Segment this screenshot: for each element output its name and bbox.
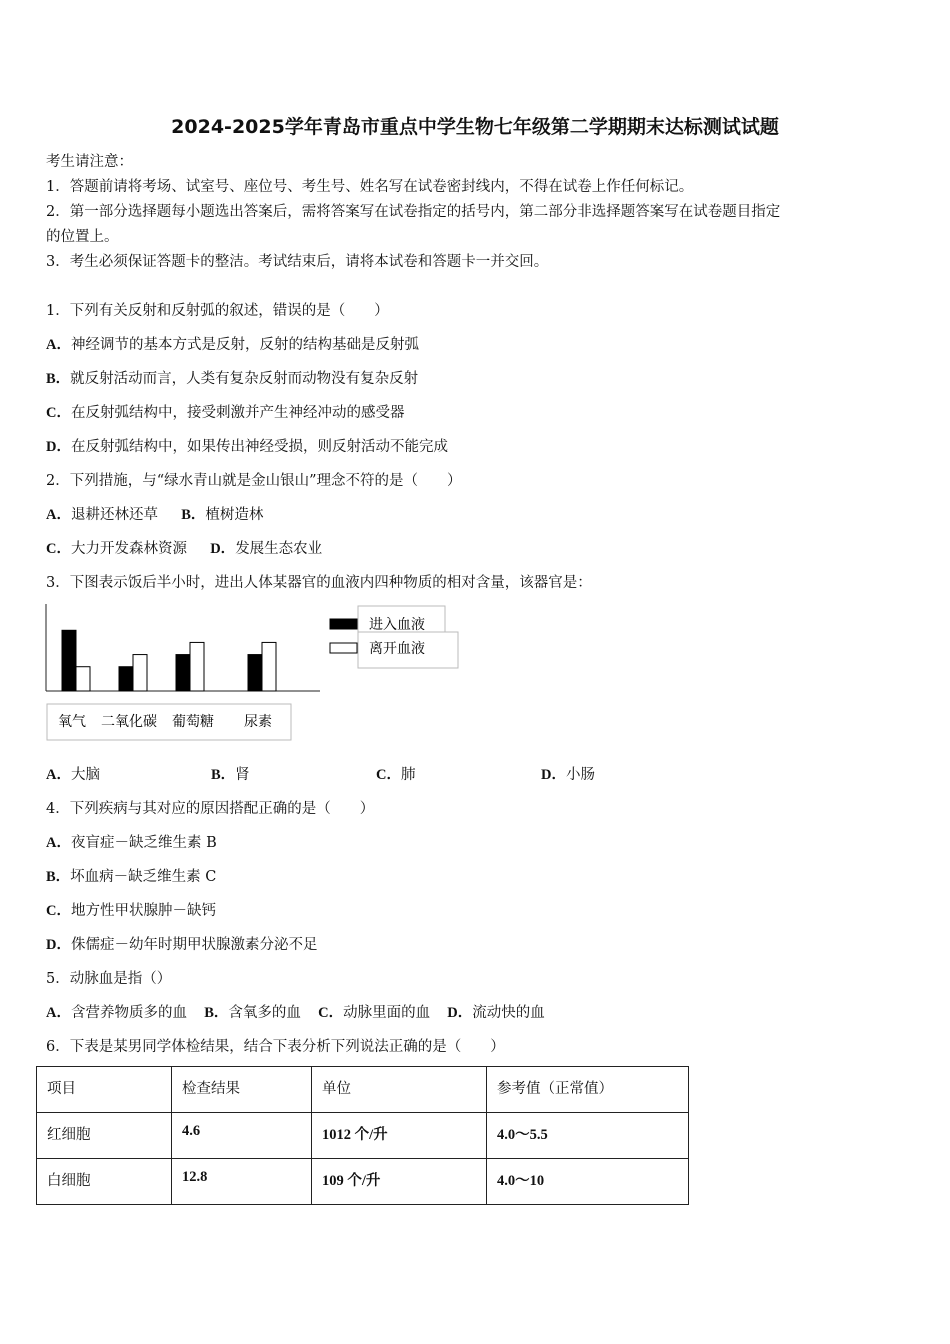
option-text: 在反射弧结构中，如果传出神经受损，则反射活动不能完成 [70, 439, 448, 455]
option-text: 流动快的血 [472, 1005, 545, 1021]
table-cell: 109 个/升 [312, 1159, 487, 1205]
notice-item-2: 2．第一部分选择题每小题选出答案后，需将答案写在试卷指定的括号内，第二部分非选择题答案写在试卷题目指定 [46, 204, 781, 220]
q5-option-d[interactable] [447, 1005, 544, 1021]
notice-item-1: 1．答题前请将考场、试室号、座位号、考生号、姓名写在试卷密封线内，不得在试卷上作任何标记。 [46, 179, 694, 195]
table-cell: 红细胞 [37, 1113, 172, 1159]
option-label: C． [46, 405, 71, 421]
option-label: B． [181, 507, 206, 523]
option-label: B． [211, 767, 236, 783]
q2-options-row-2 [46, 539, 322, 559]
option-label: D． [541, 767, 566, 783]
option-text: 肺 [400, 767, 416, 783]
q1-option-d[interactable] [46, 437, 448, 457]
table-header-cell: 参考值（正常值） [487, 1067, 689, 1113]
legend-label-in: 进入血液 [369, 617, 425, 633]
option-text: 就反射活动而言，人类有复杂反射而动物没有复杂反射 [70, 371, 419, 387]
table-header-cell: 单位 [312, 1067, 487, 1113]
q5-options-row [46, 1003, 545, 1023]
bar-out-3 [262, 642, 276, 691]
table-row [37, 1113, 689, 1159]
q2-options-row-1 [46, 505, 263, 525]
option-text: 坏血病－缺乏维生素 C [70, 869, 217, 885]
option-text: 在反射弧结构中，接受刺激并产生神经冲动的感受器 [70, 405, 405, 421]
option-text: 发展生态农业 [235, 541, 323, 557]
bar-out-1 [133, 655, 147, 691]
q1-stem: 1．下列有关反射和反射弧的叙述，错误的是（ ） [46, 303, 389, 319]
q4-option-a[interactable] [46, 833, 217, 853]
table-cell: 4.6 [172, 1113, 312, 1159]
option-text: 含营养物质多的血 [70, 1005, 187, 1021]
category-label: 二氧化碳 [101, 714, 157, 730]
q3-bar-chart [40, 600, 480, 750]
option-label: C． [46, 903, 71, 919]
q4-option-b[interactable] [46, 867, 216, 887]
option-text: 大脑 [70, 767, 100, 783]
legend-label-out: 离开血液 [369, 641, 425, 657]
option-label: A． [46, 337, 71, 353]
q3-option-b[interactable] [211, 765, 376, 785]
q1-option-a[interactable] [46, 335, 419, 355]
q2-option-b[interactable] [181, 507, 263, 523]
legend-swatch-in [330, 619, 357, 629]
option-label: C． [376, 767, 401, 783]
page-title: 2024-2025学年青岛市重点中学生物七年级第二学期期末达标测试试题 [171, 116, 779, 138]
category-label: 尿素 [244, 714, 272, 730]
option-label: A． [46, 835, 71, 851]
q2-option-d[interactable] [210, 541, 322, 557]
option-label: D． [46, 439, 71, 455]
option-text: 地方性甲状腺肿－缺钙 [70, 903, 216, 919]
q3-option-a[interactable] [46, 765, 211, 785]
option-label: D． [447, 1005, 473, 1021]
q2-option-c[interactable] [46, 541, 187, 557]
q5-option-c[interactable] [318, 1005, 430, 1021]
table-row [37, 1159, 689, 1205]
table-header-cell: 项目 [37, 1067, 172, 1113]
option-text: 植树造林 [205, 507, 264, 523]
q4-stem: 4．下列疾病与其对应的原因搭配正确的是（ ） [46, 801, 375, 817]
option-text: 夜盲症－缺乏维生素 B [70, 835, 217, 851]
q6-stem: 6．下表是某男同学体检结果，结合下表分析下列说法正确的是（ ） [46, 1039, 505, 1055]
table-header-cell: 检查结果 [172, 1067, 312, 1113]
option-label: C． [318, 1005, 344, 1021]
option-text: 大力开发森林资源 [70, 541, 187, 557]
q3-option-c[interactable] [376, 765, 541, 785]
bar-in-3 [248, 655, 262, 691]
option-text: 含氧多的血 [228, 1005, 301, 1021]
notice-heading: 考生请注意： [46, 154, 133, 170]
option-label: B． [204, 1005, 229, 1021]
legend-swatch-out [330, 643, 357, 653]
option-label: B． [46, 371, 71, 387]
bar-in-2 [176, 655, 190, 691]
bar-out-2 [190, 642, 204, 691]
q3-options-row [46, 765, 595, 785]
option-label: A． [46, 767, 71, 783]
option-text: 肾 [235, 767, 250, 783]
q1-option-c[interactable] [46, 403, 404, 423]
option-text: 侏儒症－幼年时期甲状腺激素分泌不足 [70, 937, 318, 953]
category-label: 葡萄糖 [172, 714, 214, 730]
q1-option-b[interactable] [46, 369, 418, 389]
table-cell: 1012 个/升 [312, 1113, 487, 1159]
chart-svg [40, 600, 480, 750]
q2-option-a[interactable] [46, 507, 158, 523]
bar-in-0 [62, 630, 76, 691]
bar-in-1 [119, 667, 133, 691]
option-label: C． [46, 541, 71, 557]
notice-item-3: 3．考生必须保证答题卡的整洁。考试结束后，请将本试卷和答题卡一并交回。 [46, 254, 549, 270]
bar-out-0 [76, 667, 90, 691]
table-cell: 4.0～5.5 [487, 1113, 689, 1159]
table-cell: 4.0～10 [487, 1159, 689, 1205]
q3-option-d[interactable] [541, 767, 595, 783]
option-label: A． [46, 507, 71, 523]
option-label: D． [46, 937, 71, 953]
table-cell: 白细胞 [37, 1159, 172, 1205]
q5-option-a[interactable] [46, 1005, 187, 1021]
option-text: 退耕还林还草 [70, 507, 158, 523]
notice-item-2-cont: 的位置上。 [46, 229, 119, 245]
q4-option-d[interactable] [46, 935, 317, 955]
table-header-row [37, 1067, 689, 1113]
q3-stem: 3．下图表示饭后半小时，进出人体某器官的血液内四种物质的相对含量，该器官是： [46, 575, 592, 591]
q5-option-b[interactable] [204, 1005, 301, 1021]
option-text: 小肠 [565, 767, 595, 783]
option-label: D． [210, 541, 236, 557]
category-label: 氧气 [58, 714, 86, 730]
option-label: A． [46, 1005, 71, 1021]
option-text: 神经调节的基本方式是反射，反射的结构基础是反射弧 [70, 337, 419, 353]
option-label: B． [46, 869, 71, 885]
option-text: 动脉里面的血 [343, 1005, 431, 1021]
table-cell: 12.8 [172, 1159, 312, 1205]
q4-option-c[interactable] [46, 901, 216, 921]
q2-stem: 2．下列措施，与“绿水青山就是金山银山”理念不符的是（ ） [46, 473, 462, 489]
q5-stem: 5．动脉血是指（） [46, 971, 172, 987]
q6-table [36, 1066, 689, 1205]
